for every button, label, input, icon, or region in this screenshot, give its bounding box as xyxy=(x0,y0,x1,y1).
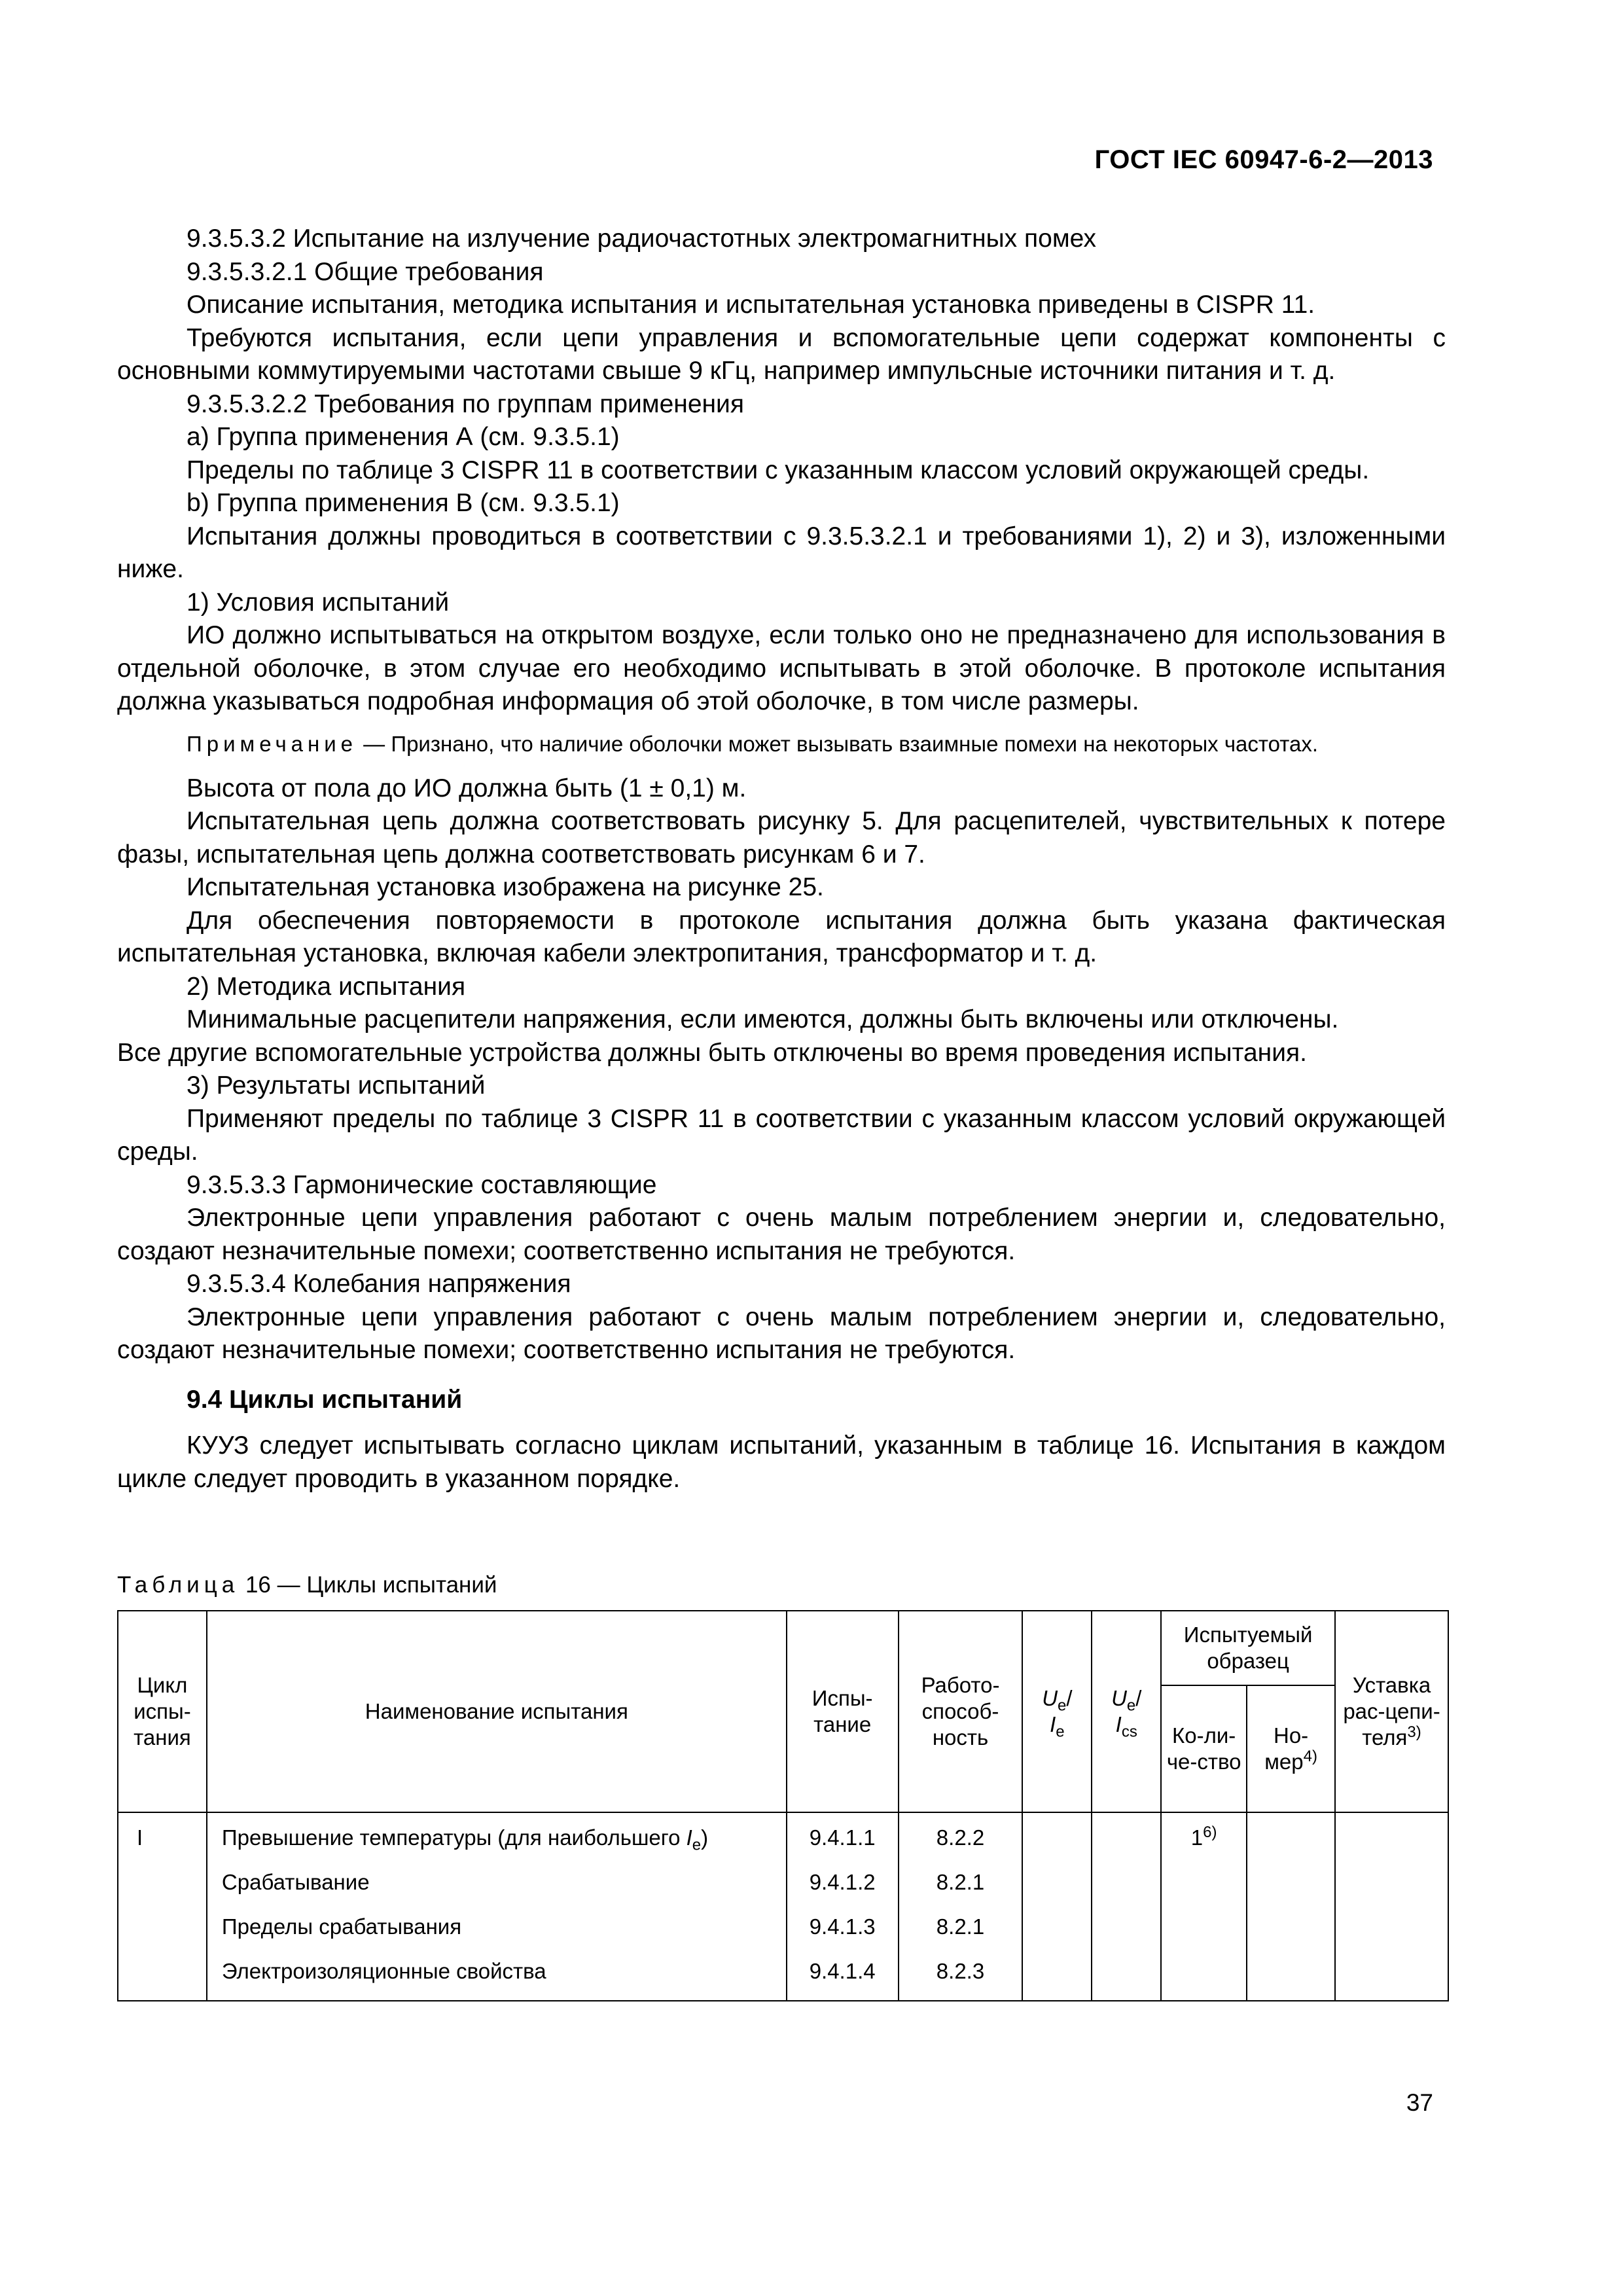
cell-setting xyxy=(1335,1864,1448,1909)
cell-ue-ie xyxy=(1022,1909,1092,1953)
cell-test-clause: 9.4.1.1 xyxy=(787,1812,899,1864)
header-setting: Уставка рас-цепи-теля$^{3)}$ xyxy=(1335,1611,1448,1812)
cell-test-name: Превышение температуры (для наибольшего $I_e$) xyxy=(207,1812,787,1864)
cell-cycle: I xyxy=(118,1812,207,1864)
table-row xyxy=(118,1864,1448,1909)
paragraph: 9.3.5.3.3 Гармонические составляющие xyxy=(187,1170,657,1199)
cell-performance: 8.2.3 xyxy=(899,1953,1023,2001)
paragraph: Электронные цепи управления работают с очень малым потреблением энергии и, следовательно, создают незначительные помехи; соответственно испытания не требуются. xyxy=(117,1204,1446,1265)
cell-ue-ics xyxy=(1092,1812,1161,1864)
paragraph: Высота от пола до ИО должна быть (1 ± 0,1) м. xyxy=(187,774,747,802)
cell-ue-ics xyxy=(1092,1864,1161,1909)
cell-cycle xyxy=(118,1909,207,1953)
table-row xyxy=(118,1953,1448,2001)
header-ue-ie: $U_e/$ $I_e$ xyxy=(1022,1611,1092,1812)
section-paragraph: КУУЗ следует испытывать согласно циклам испытаний, указанным в таблице 16. Испытания в каждом цикле следует проводить в указанном порядке. xyxy=(117,1431,1446,1493)
paragraph: Испытания должны проводиться в соответствии с 9.3.5.3.2.1 и требованиями 1), 2) и 3), изложенными ниже. xyxy=(117,522,1446,583)
cell-number xyxy=(1247,1909,1335,1953)
table-caption-text: 16 — Циклы испытаний xyxy=(239,1572,497,1598)
cell-quantity xyxy=(1161,1953,1247,2001)
cell-performance: 8.2.2 xyxy=(899,1812,1023,1864)
paragraph: Для обеспечения повторяемости в протоколе испытания должна быть указана фактическая испытательная установка, включая кабели электропитания, трансформатор и т. д. xyxy=(117,906,1446,967)
table-caption-label: Таблица xyxy=(117,1572,240,1598)
cell-setting xyxy=(1335,1909,1448,1953)
paragraph: 1) Условия испытаний xyxy=(187,588,450,617)
cell-number xyxy=(1247,1812,1335,1864)
cell-quantity: 1$^{6)}$ xyxy=(1161,1812,1247,1864)
paragraph: Испытательная установка изображена на рисунке 25. xyxy=(187,873,824,901)
paragraph: a) Группа применения А (см. 9.3.5.1) xyxy=(187,423,620,451)
cell-quantity xyxy=(1161,1909,1247,1953)
table-row xyxy=(118,1909,1448,1953)
header-ue-ics: $U_e/$ $I_{cs}$ xyxy=(1092,1611,1161,1812)
paragraph: Электронные цепи управления работают с очень малым потреблением энергии и, следовательно, создают незначительные помехи; соответственно испытания не требуются. xyxy=(117,1302,1446,1364)
paragraph: 9.3.5.3.2 Испытание на излучение радиочастотных электромагнитных помех xyxy=(187,224,1096,253)
paragraph: Все другие вспомогательные устройства должны быть отключены во время проведения испытания. xyxy=(117,1038,1307,1067)
standard-header: ГОСТ IEC 60947-6-2—2013 xyxy=(1094,145,1433,174)
header-quantity: Ко-ли-че-ство xyxy=(1161,1685,1247,1812)
test-cycles-table xyxy=(117,1610,1449,2001)
paragraph: Испытательная цепь должна соответствовать рисунку 5. Для расцепителей, чувствительных к потере фазы, испытательная цепь должна соответствовать рисункам 6 и 7. xyxy=(117,807,1446,869)
section-heading: 9.4 Циклы испытаний xyxy=(187,1385,463,1414)
header-sample: Испытуемый образец xyxy=(1161,1611,1335,1685)
cell-performance: 8.2.1 xyxy=(899,1909,1023,1953)
paragraph: 9.3.5.3.2.1 Общие требования xyxy=(187,257,544,286)
cell-test-clause: 9.4.1.4 xyxy=(787,1953,899,2001)
paragraph: 9.3.5.3.2.2 Требования по группам применения xyxy=(187,389,744,418)
cell-test-name: Электроизоляционные свойства xyxy=(207,1953,787,2001)
note-text: — Признано, что наличие оболочки может вызывать взаимные помехи на некоторых частотах. xyxy=(357,731,1319,756)
note-label: Примечание xyxy=(187,731,358,756)
cell-number xyxy=(1247,1864,1335,1909)
header-number: Но-мер$^{4)}$ xyxy=(1247,1685,1335,1812)
document-body xyxy=(117,223,1446,1496)
header-performance: Работо-способ-ность xyxy=(899,1611,1023,1812)
cell-ue-ie xyxy=(1022,1864,1092,1909)
paragraph: Требуются испытания, если цепи управления и вспомогательные цепи содержат компоненты с основными коммутируемыми частотами свыше 9 кГц, например импульсные источники питания и т. д. xyxy=(117,323,1446,385)
cell-number xyxy=(1247,1953,1335,2001)
cell-performance: 8.2.1 xyxy=(899,1864,1023,1909)
cell-ue-ics xyxy=(1092,1953,1161,2001)
header-cycle: Цикл испы-тания xyxy=(118,1611,207,1812)
cell-cycle xyxy=(118,1953,207,2001)
header-test-name: Наименование испытания xyxy=(207,1611,787,1812)
cell-cycle xyxy=(118,1864,207,1909)
cell-test-clause: 9.4.1.2 xyxy=(787,1864,899,1909)
note xyxy=(117,730,1446,758)
page-number: 37 xyxy=(1406,2089,1433,2116)
cell-setting xyxy=(1335,1953,1448,2001)
table-caption xyxy=(117,1572,497,1598)
paragraph: Применяют пределы по таблице 3 CISPR 11 в соответствии с указанным классом условий окружающей среды. xyxy=(117,1104,1446,1166)
cell-ue-ie xyxy=(1022,1812,1092,1864)
paragraph: 9.3.5.3.4 Колебания напряжения xyxy=(187,1270,571,1298)
cell-ue-ie xyxy=(1022,1953,1092,2001)
paragraph: Минимальные расцепители напряжения, если имеются, должны быть включены или отключены. xyxy=(187,1005,1339,1033)
paragraph: Пределы по таблице 3 CISPR 11 в соответствии с указанным классом условий окружающей среды. xyxy=(187,456,1370,484)
paragraph: Описание испытания, методика испытания и испытательная установка приведены в CISPR 11. xyxy=(187,291,1315,319)
cell-setting xyxy=(1335,1812,1448,1864)
paragraph: 2) Методика испытания xyxy=(187,972,466,1001)
cell-test-name: Срабатывание xyxy=(207,1864,787,1909)
paragraph: ИО должно испытываться на открытом воздухе, если только оно не предназначено для использования в отдельной оболочке, в этом случае его необходимо испытывать в этой оболочке. В протоколе испытания должна указываться подробная информация об этой оболочке, в том числе размеры. xyxy=(117,621,1446,715)
cell-test-name: Пределы срабатывания xyxy=(207,1909,787,1953)
cell-quantity xyxy=(1161,1864,1247,1909)
paragraph: b) Группа применения В (см. 9.3.5.1) xyxy=(187,489,620,517)
paragraph: 3) Результаты испытаний xyxy=(187,1071,486,1100)
cell-test-clause: 9.4.1.3 xyxy=(787,1909,899,1953)
cell-ue-ics xyxy=(1092,1909,1161,1953)
header-test-clause: Испы-тание xyxy=(787,1611,899,1812)
table-row xyxy=(118,1812,1448,1864)
